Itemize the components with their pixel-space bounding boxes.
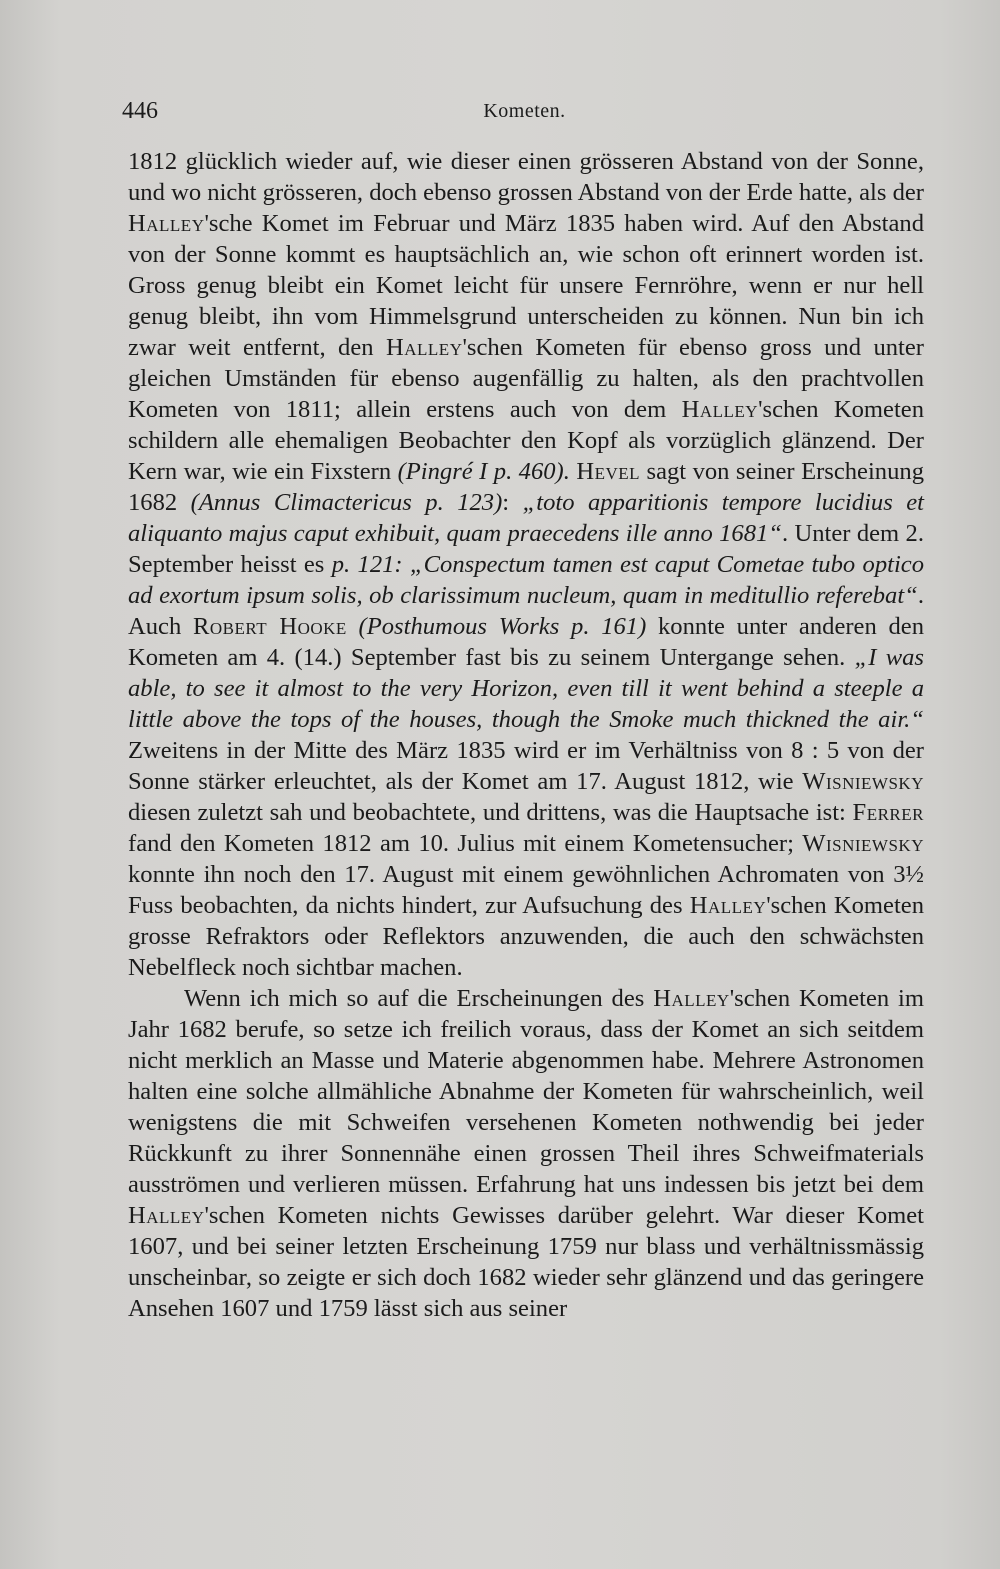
text-segment: fand den Kometen 1812 am 10. Julius mit einem Kometensucher;	[128, 830, 803, 857]
italic-citation: „toto apparitionis tempore lucidius et aliquanto majus caput exhibuit, quam praecedens ille anno 1681“	[128, 489, 924, 547]
page-number: 446	[122, 98, 158, 124]
text-segment: Zweitens in der Mitte des März 1835 wird er im Verhältniss von 8 : 5 von der Sonne stärker erleuchtet, als der Komet am 17. August 1812, wie	[128, 737, 924, 795]
name-smallcaps: Halley	[653, 985, 730, 1012]
name-smallcaps: Halley	[128, 1202, 205, 1229]
name-smallcaps: Ferrer	[852, 799, 924, 826]
text-segment: 'sche Komet im Februar und März 1835 haben wird. Auf den Abstand von der Sonne kommt es hauptsächlich an, wie schon oft erinnert worden ist. Gross genug bleibt ein Komet leicht für unsere Fernröhre, wenn er nur hell genug bleibt, ihn vom Himmelsgrund unterscheiden zu können. Nun bin ich zwar weit entfernt, den	[128, 210, 924, 361]
text-segment: . Unter dem 2. September heisst es	[128, 520, 924, 578]
text-segment: 'schen Kometen nichts Gewisses darüber gelehrt. War dieser Komet 1607, und bei seiner letzten Erscheinung 1759 nur blass und verhältnissmässig unscheinbar, so zeigte er sich doch 1682 wieder sehr glänzend und das geringere Ansehen 1607 und 1759 lässt sich aus seiner	[128, 1202, 924, 1322]
name-smallcaps: Halley	[681, 396, 759, 423]
text-segment: . Auch	[128, 582, 924, 640]
text-segment: konnte ihn noch den 17. August mit einem gewöhnlichen Achromaten von 3½ Fuss beobachten, da nichts hindert, zur Aufsuchung des	[128, 861, 924, 919]
italic-citation: (Posthumous Works p. 161)	[358, 613, 647, 640]
text-segment: 'schen Kometen für ebenso gross und unter gleichen Umständen für ebenso augenfällig zu halten, als den prachtvollen Kometen von 1811; allein erstens auch von dem	[128, 334, 924, 423]
text-segment: 1812 glücklich wieder auf, wie dieser einen grösseren Abstand von der Sonne, und wo nicht grösseren, doch ebenso grossen Abstand von der Erde hatte, als der	[128, 148, 924, 206]
name-smallcaps: Robert Hooke	[193, 613, 347, 640]
italic-citation: „I was able, to see it almost to the very Horizon, even till it went behind a steeple a little above the tops of the houses, though the Smoke much thickned the air.“	[128, 644, 924, 733]
text-segment: sagt von seiner Erscheinung 1682	[128, 458, 924, 516]
body-text	[128, 146, 924, 1324]
name-smallcaps: Wisniewsky	[802, 830, 924, 857]
name-smallcaps: Halley	[386, 334, 463, 361]
paragraph-2	[128, 983, 924, 1324]
name-smallcaps: Wisniewsky	[802, 768, 924, 795]
text-segment: 'schen Kometen grosse Refraktors oder Reflektors anzuwenden, die auch den schwächsten Nebelfleck noch sichtbar machen.	[128, 892, 924, 981]
name-smallcaps: Halley	[689, 892, 767, 919]
page-header	[122, 98, 927, 130]
text-segment	[347, 613, 359, 640]
name-smallcaps: Hevel	[576, 458, 641, 485]
text-segment: konnte unter anderen den Kometen am 4. (14.) September fast bis zu seinem Untergange sehen.	[128, 613, 924, 671]
name-smallcaps: Halley	[128, 210, 205, 237]
text-segment: :	[502, 489, 523, 516]
italic-citation: p. 121: „Conspectum tamen est caput Cometae tubo optico ad exortum ipsum solis, ob clarissimum nucleum, quam in meditullio referebat“	[128, 551, 924, 609]
running-title: Kometen.	[483, 100, 566, 122]
italic-citation: (Pingré I p. 460).	[397, 458, 570, 485]
text-segment: 'schen Kometen im Jahr 1682 berufe, so setze ich freilich voraus, dass der Komet an sich seitdem nicht merklich an Masse und Materie abgenommen habe. Mehrere Astronomen halten eine solche allmähliche Abnahme der Kometen für wahrscheinlich, weil wenigstens die mit Schweifen versehenen Kometen nothwendig bei jeder Rückkunft zu ihrer Sonnennähe einen grossen Theil ihres Schweifmaterials ausströmen und verlieren müssen. Erfahrung hat uns indessen bis jetzt bei dem	[128, 985, 924, 1198]
paragraph-1	[128, 146, 924, 983]
text-segment: 'schen Kometen schildern alle ehemaligen Beobachter den Kopf als vorzüglich glänzend. Der Kern war, wie ein Fixstern	[128, 396, 924, 485]
italic-citation: (Annus Climactericus p. 123)	[190, 489, 503, 516]
text-segment: Wenn ich mich so auf die Erscheinungen des	[184, 985, 654, 1012]
text-segment: diesen zuletzt sah und beobachtete, und drittens, was die Hauptsache ist:	[128, 799, 853, 826]
